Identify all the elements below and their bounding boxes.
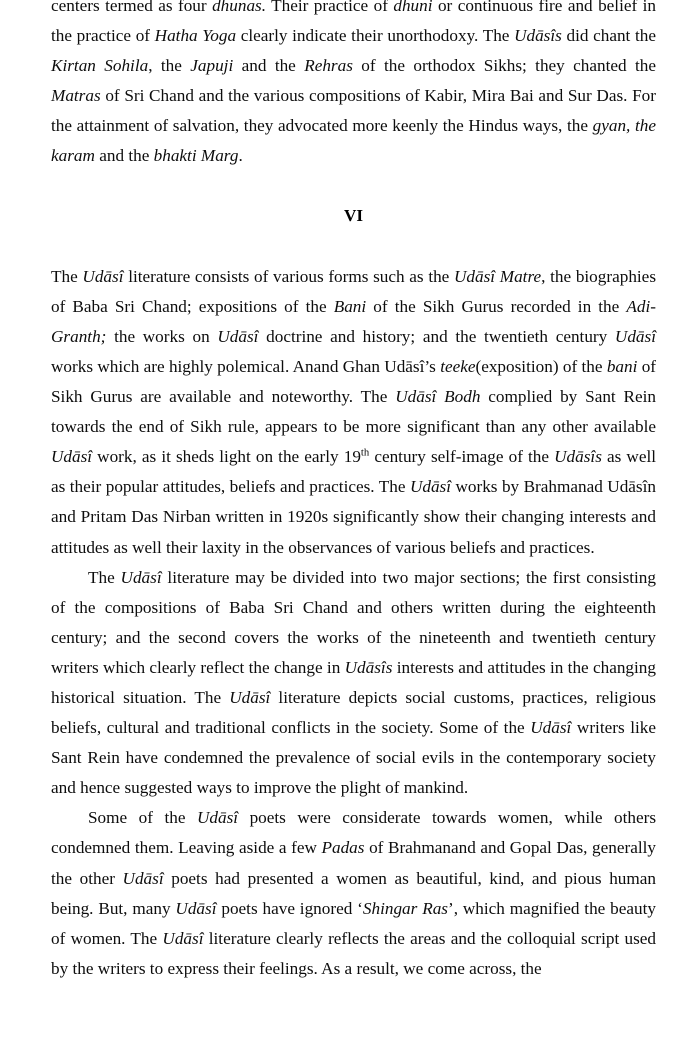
- italic-term-teeke: teeke: [440, 356, 476, 376]
- text-run: poets were considerate towards women, while others condemned them. Leaving aside a few: [51, 808, 657, 858]
- italic-term-padas: Padas: [321, 838, 365, 858]
- italic-term-adi-granth: Adi-Granth;: [51, 296, 656, 346]
- text-run: poets had presented a women as beautiful, kind, and pious human being. But, many: [51, 868, 656, 918]
- text-run: literature clearly reflects the areas and the colloquial script used by the writers to express their feelings. As a result, we come across, the: [51, 928, 657, 978]
- text-run: .: [238, 146, 243, 166]
- italic-term-udasi-matre: Udāsî Matre: [454, 266, 542, 286]
- heading-spacer-below: [51, 231, 656, 262]
- text-column: [51, 0, 656, 984]
- italic-term-dhuni: dhuni: [393, 0, 433, 15]
- italic-term-rehras: Rehras: [304, 56, 353, 76]
- text-run: works which are highly polemical. Anand Ghan: [51, 356, 385, 376]
- superscript-ordinal-th: th: [360, 447, 370, 459]
- italic-term-udasi: Udāsî: [175, 898, 217, 918]
- text-run: clearly indicate their unorthodoxy. The: [236, 26, 515, 46]
- italic-term-bani: Bani: [333, 296, 367, 316]
- text-run: literature consists of various forms such as the: [123, 266, 455, 286]
- text-run: literature depicts social customs, practices, religious beliefs, cultural and traditional conflicts in the society. Some of the: [51, 687, 656, 738]
- text-run: work, as it sheds light on the early 19: [92, 447, 361, 467]
- italic-term-gyan-karam: gyan, the karam: [51, 116, 656, 166]
- text-run: Some of the: [88, 808, 197, 828]
- italic-term-udasi: Udāsî: [409, 477, 452, 497]
- italic-term-udasis: Udāsîs: [514, 26, 562, 46]
- text-run: The: [51, 266, 83, 286]
- text-run: and Pritam Das Nirban written in 1920s significantly show their changing interests and attitudes as well their laxity in the observances of various beliefs and practices.: [51, 507, 656, 557]
- text-run: century self-image of the: [369, 447, 555, 467]
- text-run: the works on: [106, 326, 218, 346]
- italic-term-udasi: Udāsî: [122, 868, 164, 888]
- italic-term-udasi: Udāsî: [196, 808, 239, 828]
- text-run: as well as their popular attitudes, beliefs and practices. The: [51, 447, 657, 497]
- italic-term-udasi-bodh: Udāsî Bodh: [395, 387, 481, 407]
- paragraph-udasi-literature-forms: [51, 262, 656, 563]
- text-run: ’, which magnified the beauty of women. The: [51, 898, 656, 948]
- text-run: literature may be divided into two major sections; the first consisting of the compositions of Baba Sri Chand and others written during the eighteenth century; and the second covers the works of the nineteenth and twentieth century writers which clearly reflect the change in: [51, 567, 656, 677]
- text-run: , the biographies of Baba Sri Chand; expositions of the: [51, 266, 657, 316]
- italic-term-udasi: Udāsî: [162, 928, 204, 948]
- text-run: or continuous fire and belief in the practice of: [51, 0, 656, 46]
- text-run: of Sikh Gurus are available and noteworthy. The: [51, 356, 657, 407]
- italic-term-shingar-ras: Shingar Ras: [362, 898, 448, 918]
- text-run-udasin: Udāsîn: [607, 477, 656, 497]
- italic-term-udasi: Udāsî: [120, 567, 162, 587]
- text-run: , the: [148, 56, 191, 76]
- italic-term-kirtan-sohila: Kirtan Sohila: [51, 56, 149, 76]
- section-heading-vi: VI: [343, 205, 364, 225]
- text-run: of Brahmanand and Gopal Das, generally the other: [51, 838, 656, 888]
- heading-spacer-above: [51, 172, 656, 201]
- italic-term-udasi: Udāsî: [217, 326, 259, 346]
- text-run-udasi-possessive: Udāsî’s: [384, 356, 441, 376]
- text-run: (exposition) of the: [475, 356, 607, 376]
- italic-term-udasi: Udāsî: [229, 687, 271, 707]
- italic-term-udasi: Udāsî: [82, 266, 124, 286]
- text-run: writers like Sant Rein have condemned the prevalence of social evils in the contemporary society and hence suggested ways to improve the plight of mankind.: [51, 718, 656, 798]
- text-run: complied by Sant Rein towards the end of Sikh rule, appears to be more significant than any other available: [51, 387, 657, 437]
- italic-term-bani-lower: bani: [606, 356, 638, 376]
- italic-term-japuji: Japuji: [190, 56, 234, 76]
- text-run: The: [88, 567, 121, 587]
- paragraph-udasi-poets-women: [51, 803, 656, 984]
- text-run: doctrine and history; and the twentieth century: [258, 326, 615, 346]
- text-run: of the orthodox Sikhs; they chanted the: [352, 56, 656, 76]
- italic-term-dhunas: dhunas.: [212, 0, 267, 15]
- text-run: and the: [94, 146, 154, 166]
- text-run: of the Sikh Gurus recorded in the: [366, 296, 627, 316]
- italic-term-matras: Matras: [51, 86, 101, 106]
- text-run: of Sri Chand and the various compositions of Kabir, Mira Bai and Sur Das. For the attainment of salvation, they advocated more keenly the Hindus ways, the: [51, 86, 656, 136]
- italic-term-udasi: Udāsî: [51, 447, 93, 467]
- italic-term-udasi: Udāsî: [530, 718, 572, 738]
- italic-term-bhakti-marg: bhakti Marg: [153, 146, 239, 166]
- italic-term-udasis: Udāsîs: [554, 447, 602, 467]
- italic-term-hatha-yoga: Hatha Yoga: [154, 26, 237, 46]
- italic-term-udasi: Udāsî: [614, 326, 656, 346]
- text-run: interests and attitudes in the changing historical situation. The: [51, 657, 656, 707]
- text-run: Their practice of: [266, 0, 394, 15]
- italic-term-udasis: Udāsîs: [344, 657, 393, 677]
- text-run: poets have ignored ‘: [216, 898, 363, 918]
- text-run: did chant the: [561, 26, 656, 46]
- text-run: works by Brahmanad: [451, 477, 608, 497]
- paragraph-udasi-two-sections: [51, 563, 656, 804]
- text-run: centers termed as four: [51, 0, 213, 15]
- paragraph-udasi-practices: [51, 0, 656, 172]
- text-run: and the: [233, 56, 305, 76]
